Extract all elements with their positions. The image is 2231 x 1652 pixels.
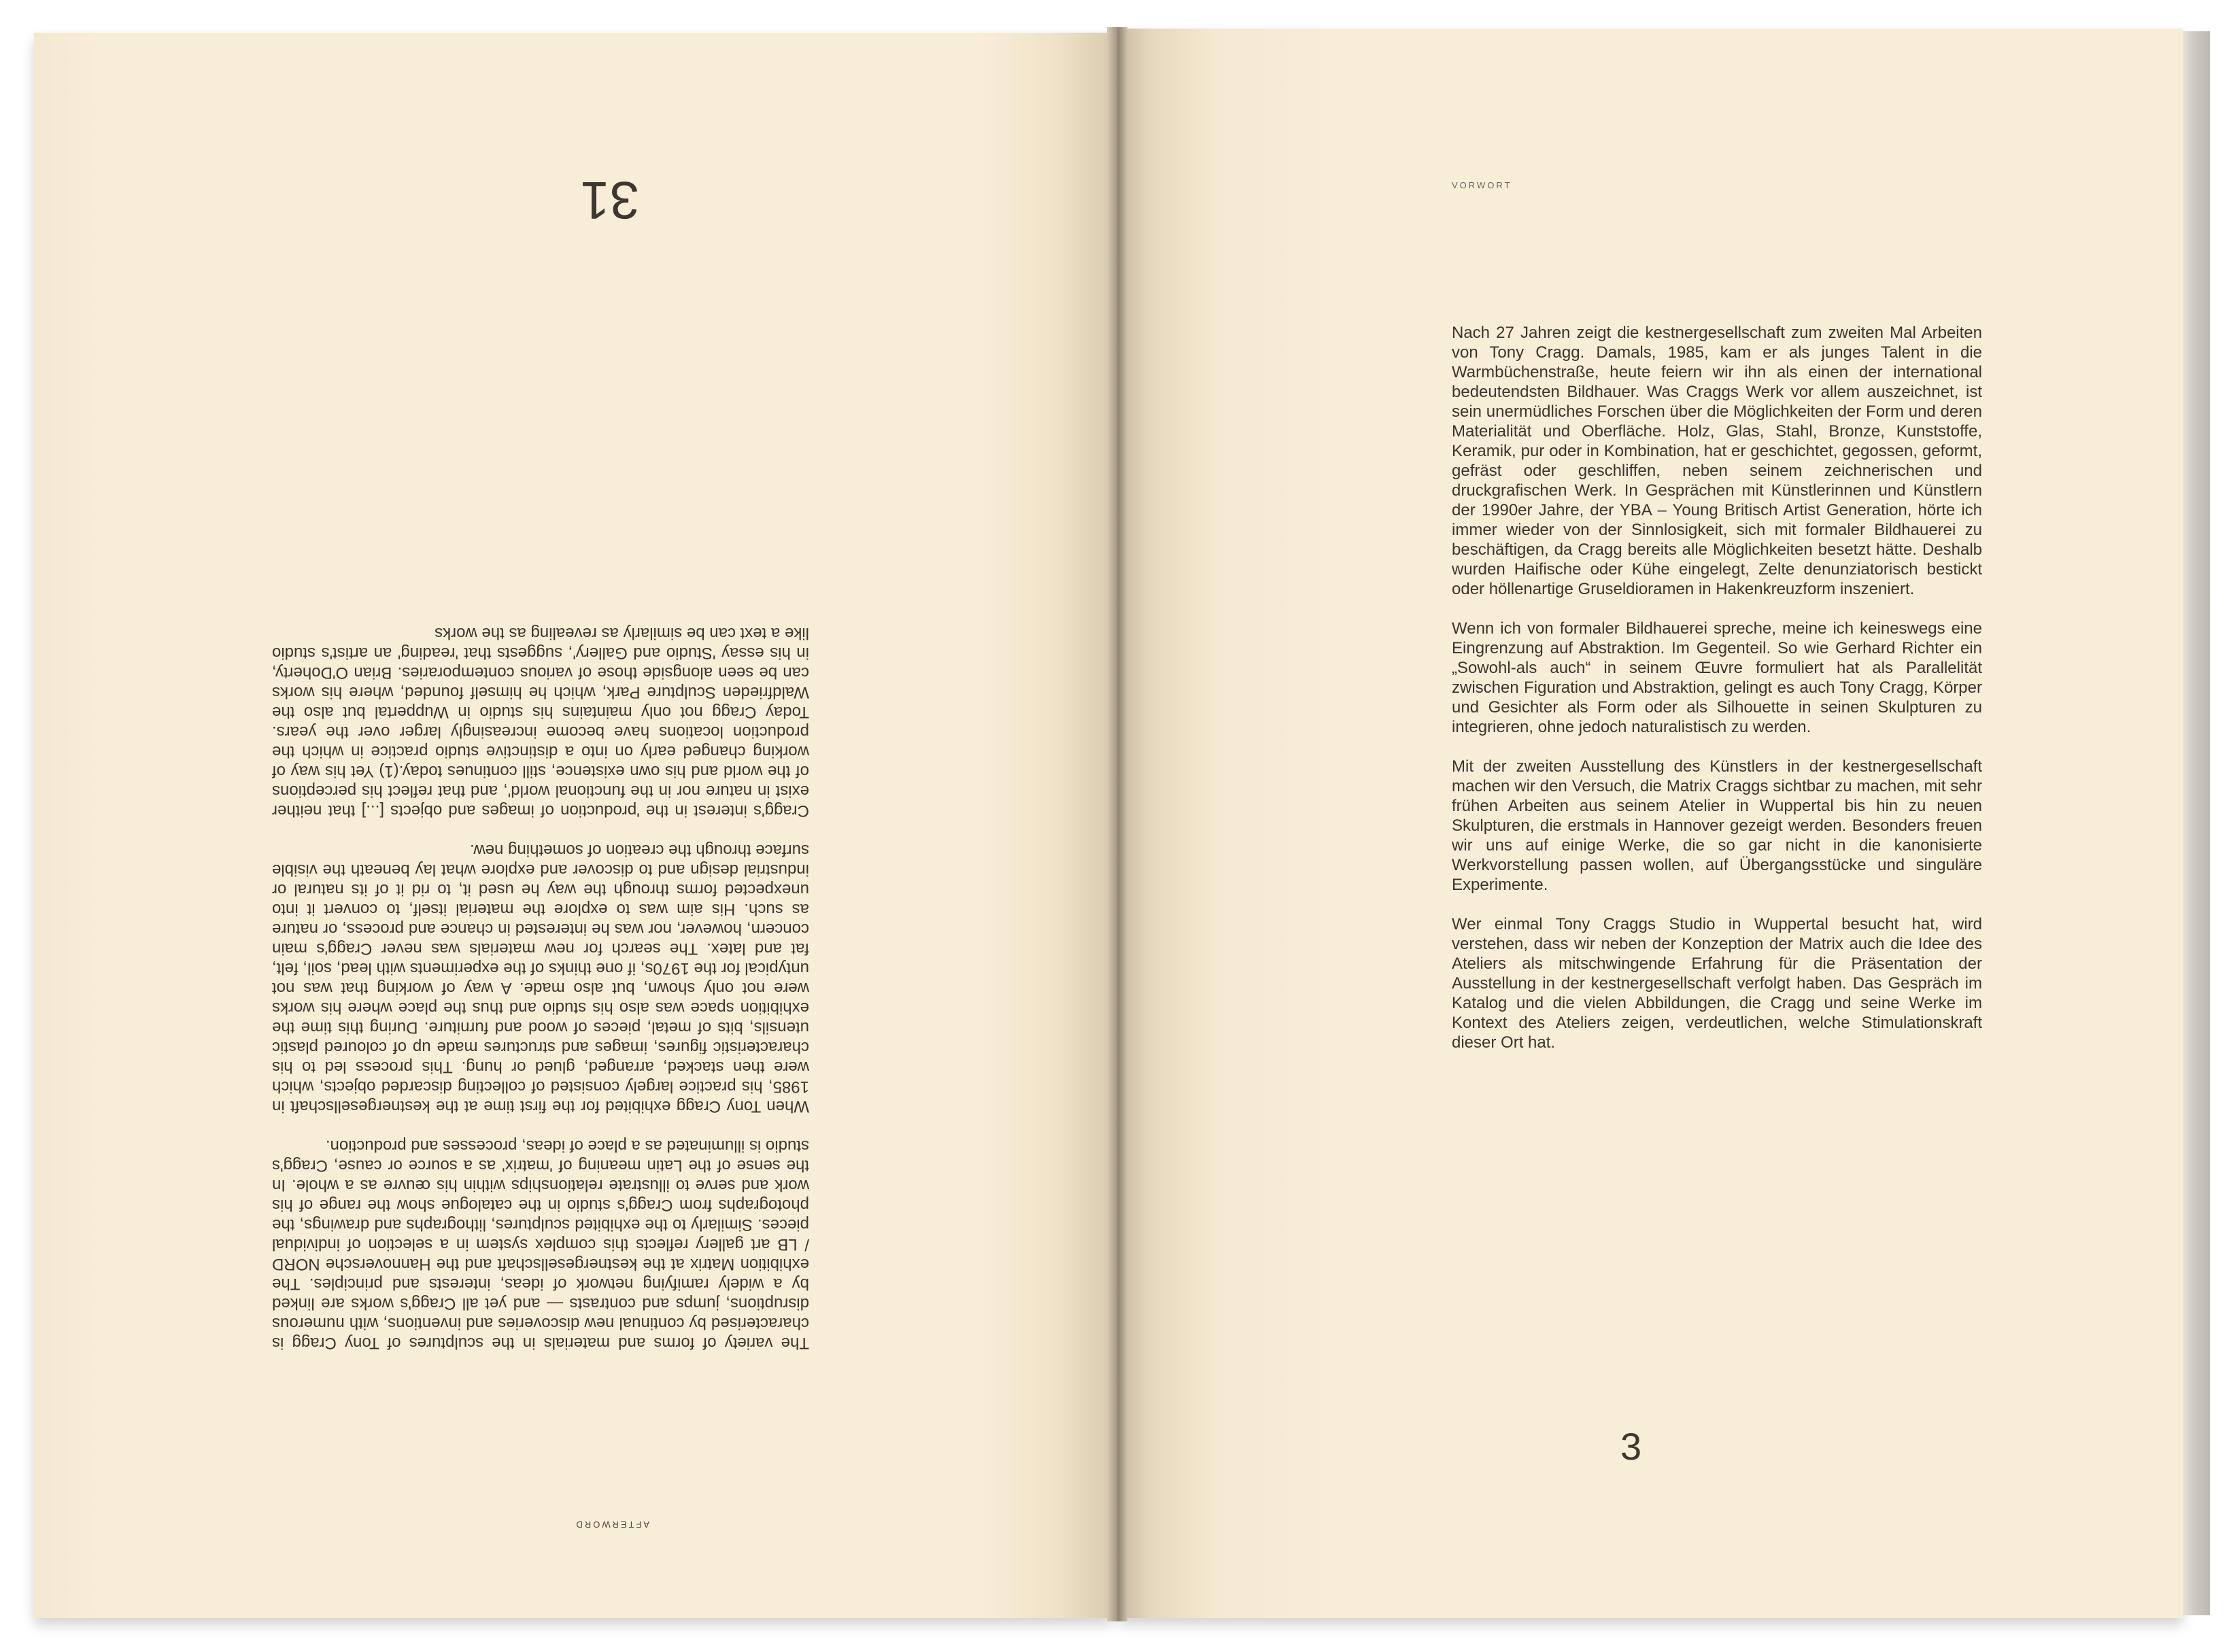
left-page-content (34, 33, 1112, 1618)
left-paragraph-1: The variety of forms and materials in the sculptures of Tony Cragg is characterised by continual new discoveries and inventions, with numerous disruptions, jumps and contrasts — and yet all Cragg's works are linked by a widely ramifying network of ideas, interests and principles. The exhibition Matrix at the kestnergesellschaft and the Hannoversche NORD / LB art gallery reflects this complex system in a selection of individual pieces. Similarly to the exhibited sculptures, lithographs and drawings, the photographs from Cragg's studio in the catalogue show the range of his work and serve to illustrate relationships within his œuvre as a whole. In the sense of the Latin meaning of 'matrix' as a source or cause, Cragg's studio is illuminated as a place of ideas, processes and production. (272, 1137, 809, 1352)
left-paragraph-3: Cragg's interest in the 'production of images and objects [...] that neither exist in nature nor in the functional world', and that reflect his perceptions of the world and his own existence, still continues today.(1) Yet his way of working changed early on into a distinctive studio practice in which the production locations have become increasingly larger over the years. Today Cragg not only maintains his studio in Wuppertal but also the Waldfrieden Sculpture Park, which he himself founded, where his works can be seen alongside those of various contemporaries. Brian O'Doherty, in his essay 'Studio and Gallery', suggests that 'reading' an artist's studio like a text can be similarly as revealing as the works (272, 624, 809, 820)
left-body-text (272, 604, 809, 1353)
right-running-head: VORWORT (1452, 180, 1512, 190)
left-paragraph-2: When Tony Cragg exhibited for the first time at the kestnergesellschaft in 1985, his practice largely consisted of collecting discarded objects, which were then stacked, arranged, glued or hung. This process led to his characteristic figures, images and structures made up of coloured plastic utensils, bits of metal, pieces of wood and furniture. During this time the exhibition space was also his studio and thus the place where his works were not only shown, but also made. A way of working that was not untypical for the 1970s, if one thinks of the experiments with lead, soil, felt, fat and latex. The search for new materials was never Cragg's main concern, however, nor was he interested in chance and process, or nature as such. His aim was to explore the material itself, to convert it into unexpected forms through the way he used it, to rid it of its natural or industrial design and to discover and explore what lay beneath the visible surface through the creation of something new. (272, 841, 809, 1116)
left-running-head: AFTERWORD (574, 1519, 649, 1530)
right-page-number: 3 (1620, 1425, 1642, 1468)
right-paragraph-3: Mit der zweiten Ausstellung des Künstlers in der kestnergesellschaft machen wir den Versuch, die Matrix Craggs sichtbar zu machen, mit sehr frühen Arbeiten aus seinem Atelier in Wuppertal bis hin zu neuen Skulpturen, die erstmals in Hannover gezeigt werden. Besonders freuen wir uns auf einige Werke, die so gar nicht in die kanonisierte Werkvorstellung passen wollen, auf Übergangsstücke und singuläre Experimente. (1452, 757, 1982, 894)
right-paragraph-2: Wenn ich von formaler Bildhauerei spreche, meine ich keineswegs eine Eingrenzung auf Abstraktion. Im Gegenteil. So wie Gerhard Richter ein „Sowohl-als auch“ in seinem Œuvre formuliert hat als Parallelität zwischen Figuration und Abstraktion, gelingt es auch Tony Cragg, Körper und Gesichter als Form oder als Silhouette in seinen Skulpturen zu integrieren, ohne jedoch naturalistisch zu werden. (1452, 619, 1982, 736)
left-page-number: 31 (580, 171, 639, 230)
right-paragraph-1: Nach 27 Jahren zeigt die kestnergesellschaft zum zweiten Mal Arbeiten von Tony Cragg. Damals, 1985, kam er als junges Talent in die Warmbüchenstraße, heute feiern wir ihn als einen der international bedeutendsten Bildhauer. Was Craggs Werk vor allem auszeichnet, ist sein unermüdliches Forschen über die Möglichkeiten der Form und deren Materialität und Oberfläche. Holz, Glas, Stahl, Bronze, Kunststoffe, Keramik, pur oder in Kombination, hat er geschichtet, gegossen, geformt, gefräst oder geschliffen, neben seinem zeichnerischen und druckgrafischen Werk. In Gesprächen mit Künstlerinnen und Künstlern der 1990er Jahre, der YBA – Young Britisch Artist Generation, hörte ich immer wieder von der Sinnlosigkeit, sich mit formaler Bildhauerei zu beschäftigen, da Cragg bereits alle Möglichkeiten besetzt hätte. Deshalb wurden Haifische oder Kühe eingelegt, Zelte denunziatorisch bestickt oder höllenartige Gruseldioramen in Hakenkreuzform inszeniert. (1452, 324, 1982, 598)
right-paragraph-4: Wer einmal Tony Craggs Studio in Wuppertal besucht hat, wird verstehen, dass wir neben der Konzeption der Matrix auch die Idee des Ateliers als mitschwingende Erfahrung für die Präsentation der Ausstellung in der kestnergesellschaft verfolgt haben. Das Gespräch im Katalog und die vielen Abbildungen, die Cragg und seine Werke im Kontext des Ateliers zeigen, verdeutlichen, welche Stimulationskraft dieser Ort hat. (1452, 915, 1982, 1052)
page-block-edge (2183, 31, 2210, 1615)
right-body-text (1452, 323, 1982, 1072)
